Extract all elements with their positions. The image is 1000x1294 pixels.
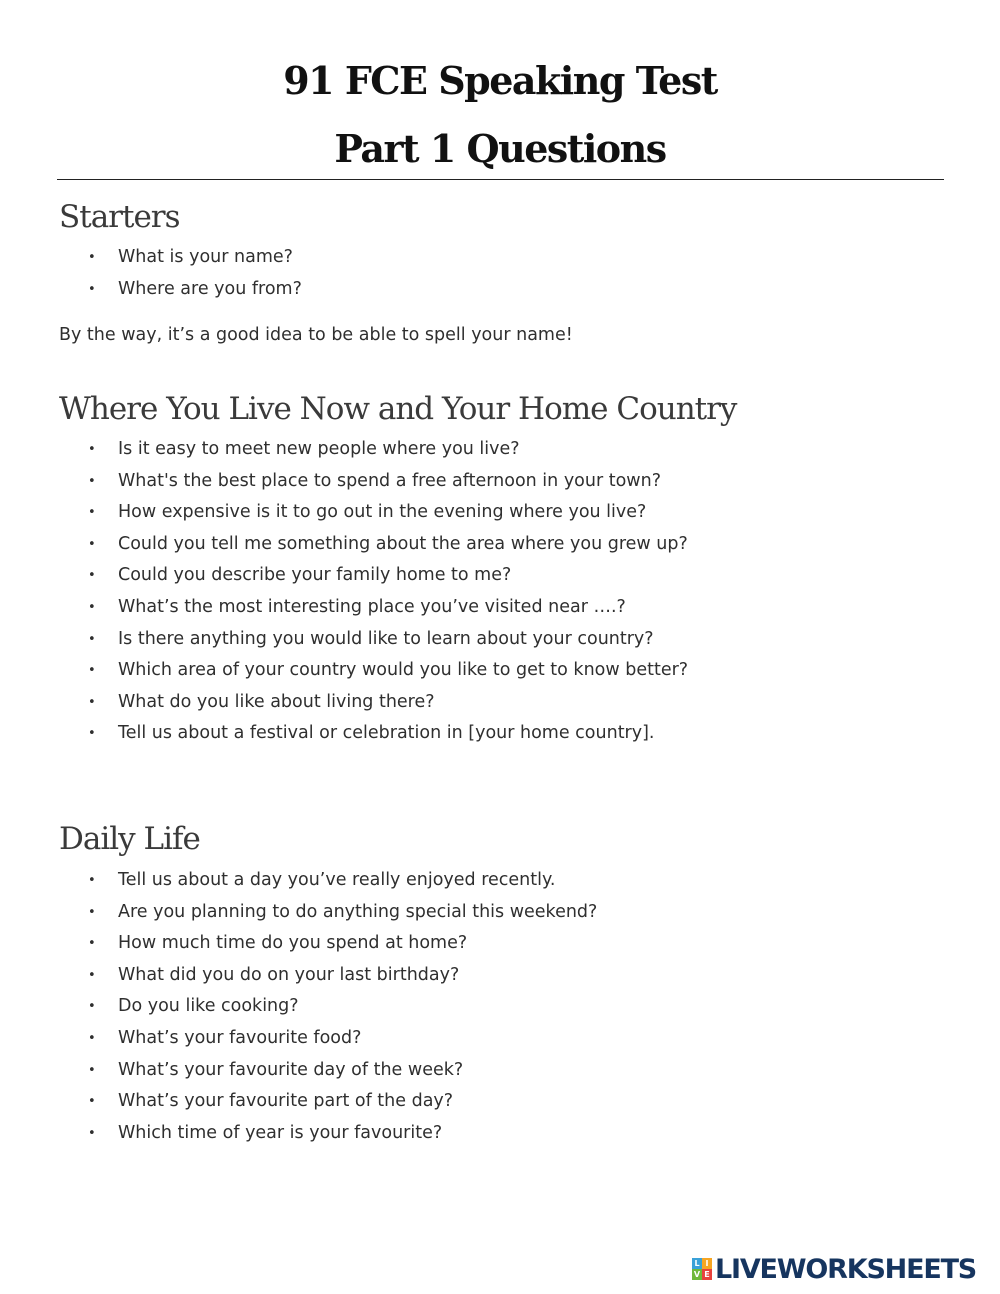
list-item xyxy=(0,592,1000,624)
question-text: Could you describe your family home to me? xyxy=(118,565,512,586)
question-text: Tell us about a festival or celebration in [your home country]. xyxy=(118,723,655,744)
list-item xyxy=(0,960,1000,992)
list-item xyxy=(0,466,1000,498)
question-text: Is it easy to meet new people where you live? xyxy=(118,439,520,459)
list-item xyxy=(0,242,1000,274)
section-heading-daily-life: Daily Life xyxy=(59,821,200,857)
brand-wordmark: LIVEWORKSHEETS xyxy=(715,1253,977,1285)
list-item xyxy=(0,991,1000,1023)
page-subtitle: Part 1 Questions xyxy=(334,126,666,171)
list-item xyxy=(0,529,1000,561)
list-item xyxy=(0,1118,1000,1150)
bullet-icon: • xyxy=(88,904,96,920)
question-text: Which area of your country would you like to get to know better? xyxy=(118,660,689,681)
spelling-note: By the way, it’s a good idea to be able to spell your name! xyxy=(59,325,573,345)
question-text: How much time do you spend at home? xyxy=(118,933,468,954)
liveworksheets-brand[interactable] xyxy=(692,1254,976,1284)
logo-letter-v: V xyxy=(693,1270,701,1279)
bullet-icon: • xyxy=(88,1030,96,1046)
question-text: What’s your favourite food? xyxy=(118,1027,362,1048)
title-divider xyxy=(57,179,944,180)
bullet-icon: • xyxy=(88,250,96,265)
question-text: Tell us about a day you’ve really enjoyed recently. xyxy=(118,870,556,890)
bullet-icon: • xyxy=(88,442,96,457)
bullet-icon: • xyxy=(88,694,96,710)
starters-question-list xyxy=(0,242,1000,305)
bullet-icon: • xyxy=(88,631,96,647)
bullet-icon: • xyxy=(88,999,96,1015)
list-item xyxy=(0,1086,1000,1118)
bullet-icon: • xyxy=(88,873,96,888)
bullet-icon: • xyxy=(88,281,96,297)
question-text: What did you do on your last birthday? xyxy=(118,964,460,985)
logo-letter-e: E xyxy=(702,1269,712,1280)
list-item xyxy=(0,1055,1000,1087)
section-heading-where-you-live: Where You Live Now and Your Home Country xyxy=(59,391,737,427)
question-text: Is there anything you would like to learn about your country? xyxy=(118,628,654,649)
question-text: What is your name? xyxy=(118,247,293,267)
bullet-icon: • xyxy=(88,536,96,552)
question-text: Could you tell me something about the area where you grew up? xyxy=(118,533,688,554)
where-you-live-question-list xyxy=(0,434,1000,750)
list-item xyxy=(0,865,1000,897)
bullet-icon: • xyxy=(88,663,96,679)
list-item xyxy=(0,718,1000,750)
bullet-icon: • xyxy=(88,599,96,615)
bullet-icon: • xyxy=(88,505,96,521)
question-text: How expensive is it to go out in the evening where you live? xyxy=(118,502,647,523)
bullet-icon: • xyxy=(88,473,96,489)
page-title: 91 FCE Speaking Test xyxy=(283,58,717,103)
bullet-icon: • xyxy=(88,967,96,983)
question-text: What’s the most interesting place you’ve visited near ….? xyxy=(118,596,626,617)
daily-life-question-list xyxy=(0,865,1000,1149)
bullet-icon: • xyxy=(88,726,96,742)
list-item xyxy=(0,497,1000,529)
bullet-icon: • xyxy=(88,1062,96,1078)
list-item xyxy=(0,274,1000,306)
bullet-icon: • xyxy=(88,568,96,584)
list-item xyxy=(0,897,1000,929)
liveworksheets-logo-icon xyxy=(692,1258,712,1280)
question-text: What’s your favourite day of the week? xyxy=(118,1059,464,1080)
question-text: What’s your favourite part of the day? xyxy=(118,1091,454,1112)
list-item xyxy=(0,624,1000,656)
section-heading-starters: Starters xyxy=(59,199,180,235)
question-text: What's the best place to spend a free afternoon in your town? xyxy=(118,470,661,491)
bullet-icon: • xyxy=(88,936,96,952)
question-text: Where are you from? xyxy=(118,278,302,299)
question-text: Which time of year is your favourite? xyxy=(118,1122,443,1143)
list-item xyxy=(0,655,1000,687)
question-text: Do you like cooking? xyxy=(118,996,299,1017)
list-item xyxy=(0,687,1000,719)
list-item xyxy=(0,560,1000,592)
bullet-icon: • xyxy=(88,1094,96,1110)
bullet-icon: • xyxy=(88,1125,96,1141)
logo-letter-i: I xyxy=(702,1258,712,1269)
list-item xyxy=(0,928,1000,960)
list-item xyxy=(0,434,1000,466)
logo-letter-l: L xyxy=(692,1258,702,1269)
list-item xyxy=(0,1023,1000,1055)
question-text: What do you like about living there? xyxy=(118,691,435,712)
question-text: Are you planning to do anything special this weekend? xyxy=(118,901,598,922)
